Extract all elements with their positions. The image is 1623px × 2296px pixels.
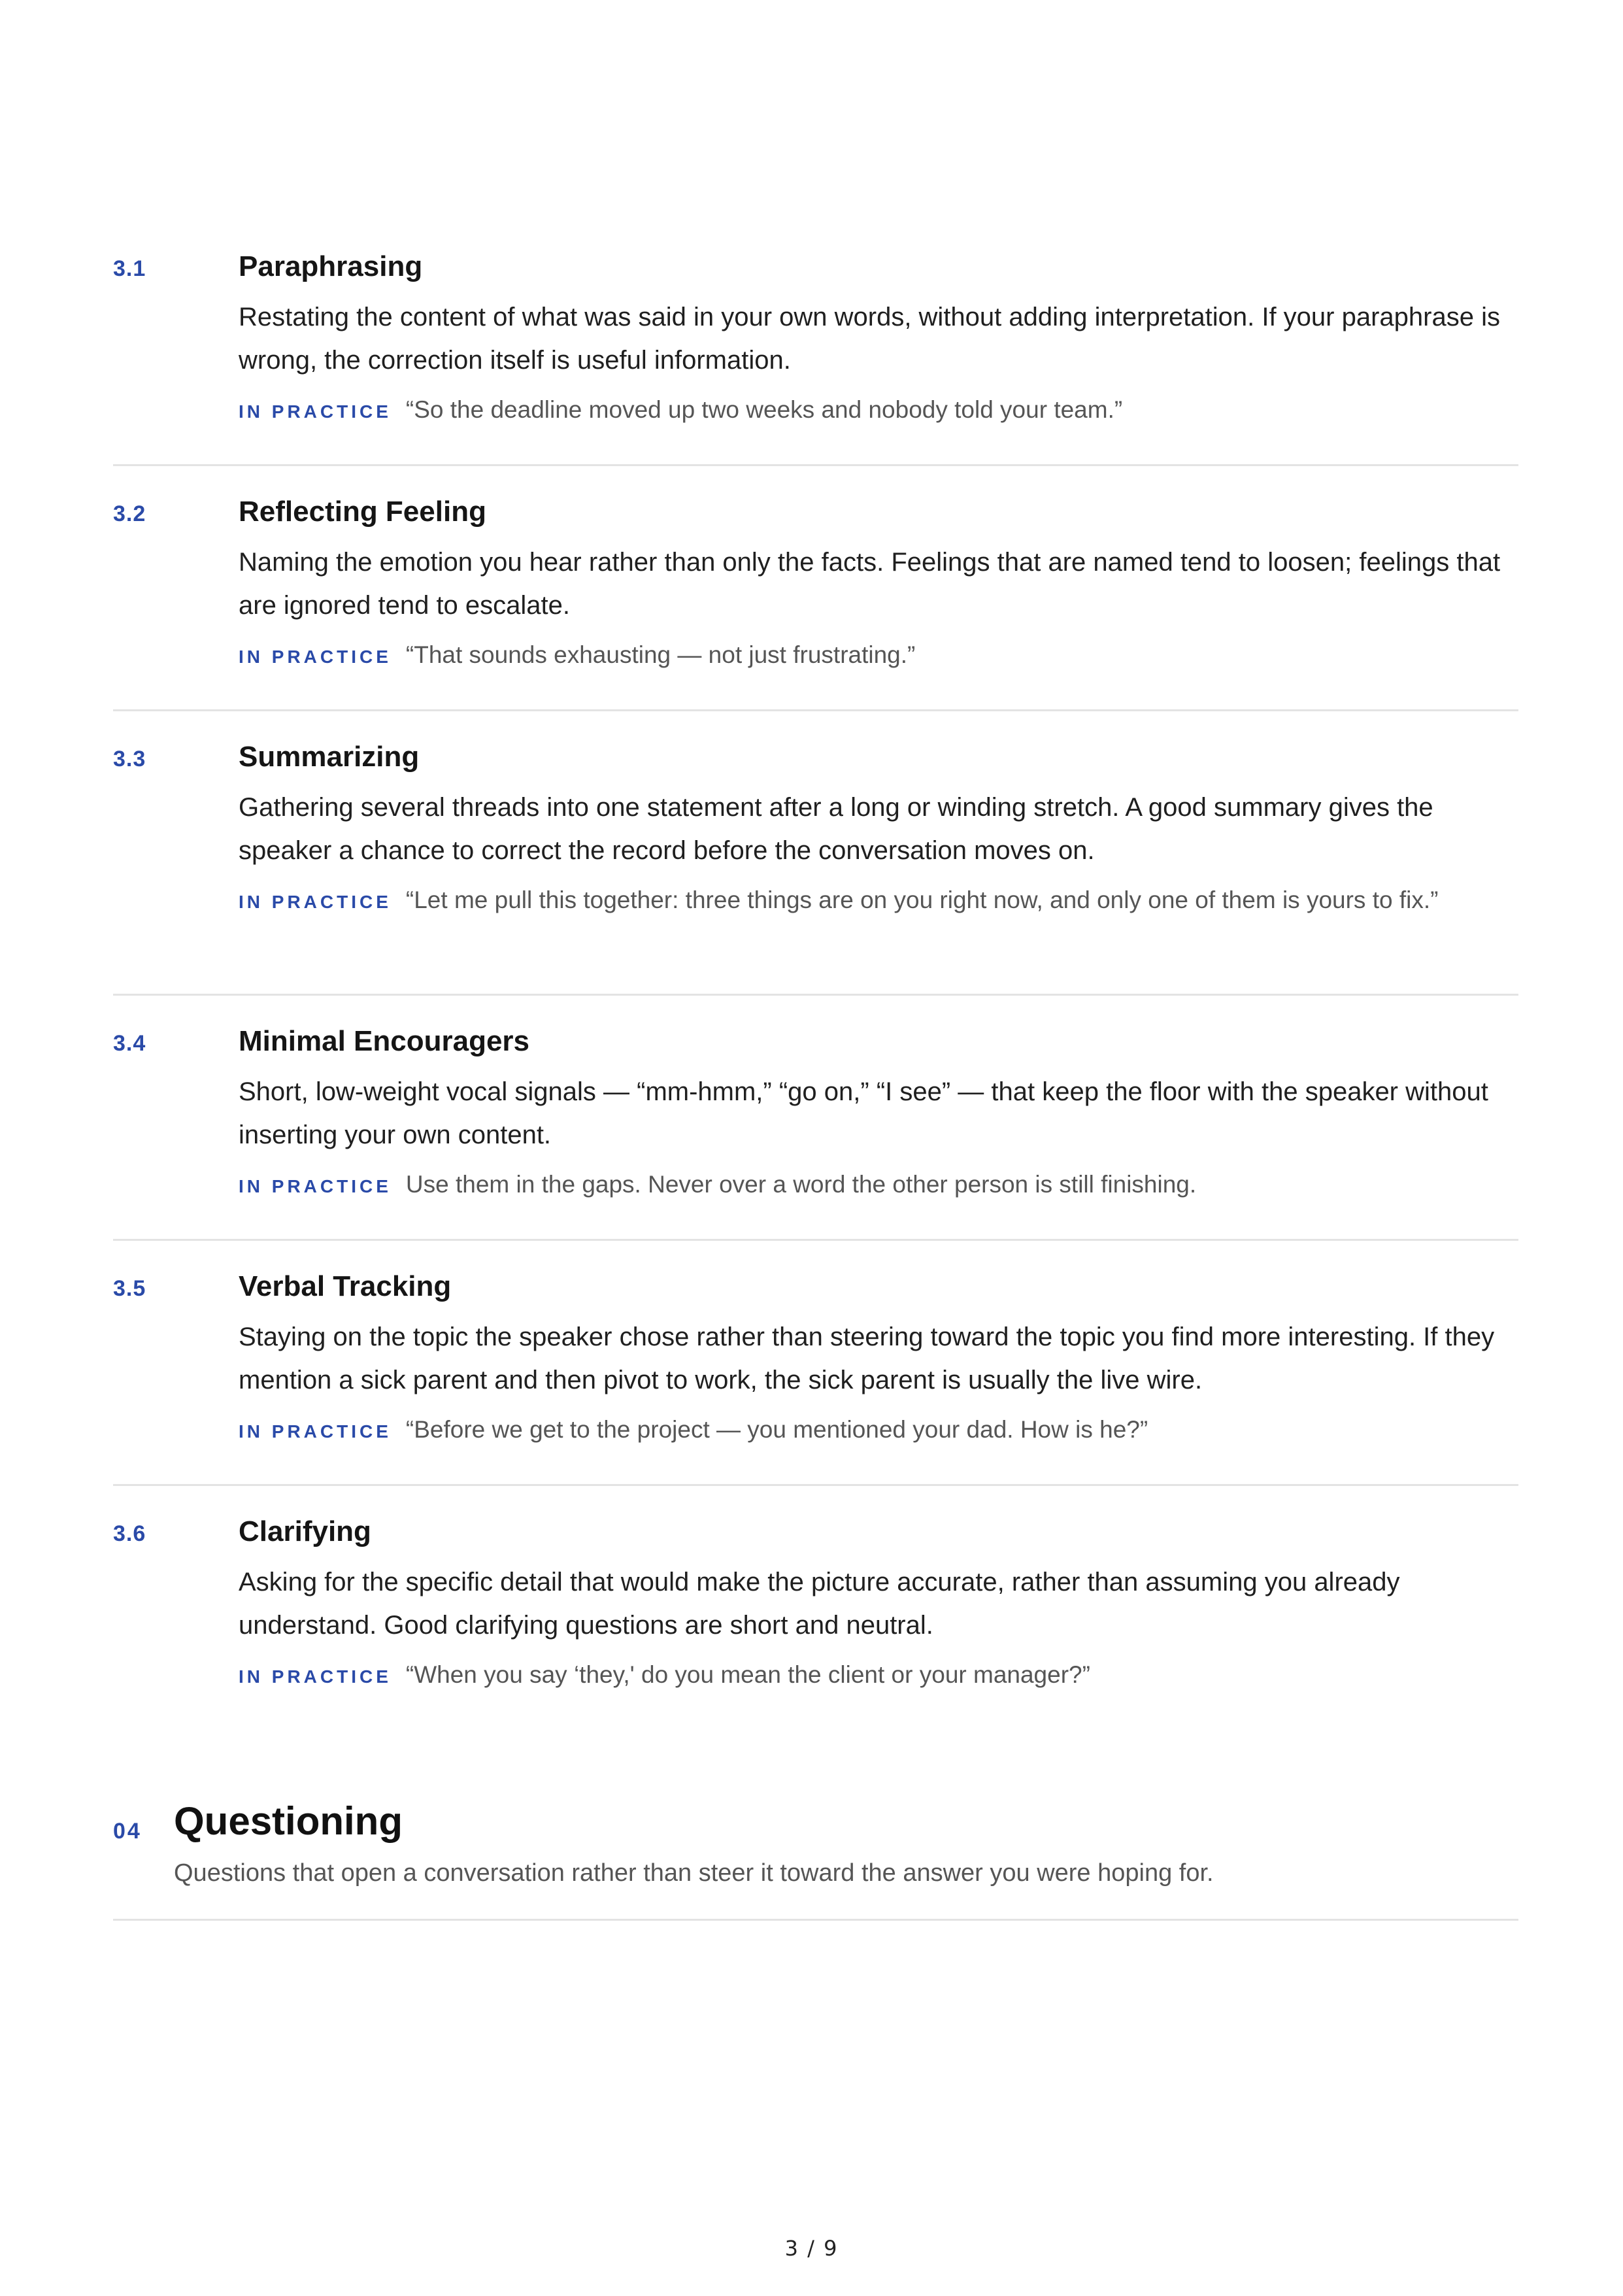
practice-label: IN PRACTICE bbox=[239, 647, 392, 667]
subsection-title: Clarifying bbox=[239, 1515, 371, 1547]
practice-text: “Before we get to the project — you mentioned your dad. How is he?” bbox=[405, 1416, 1148, 1443]
subsection-list bbox=[113, 248, 1518, 1702]
practice-label: IN PRACTICE bbox=[239, 892, 392, 912]
section-number: 04 bbox=[113, 1819, 142, 1844]
subsection-number: 3.3 bbox=[113, 747, 146, 771]
subsection-3-5 bbox=[113, 1241, 1518, 1486]
practice-example bbox=[239, 1411, 1518, 1451]
subsection-description: Gathering several threads into one statement after a long or winding stretch. A good summary gives the speaker a chance to correct the record before the conversation moves on. bbox=[239, 793, 1433, 865]
subsection-3-3 bbox=[113, 711, 1518, 996]
practice-example bbox=[239, 1166, 1518, 1206]
subsection-description: Asking for the specific detail that would make the picture accurate, rather than assuming you already understand. Good clarifying questions are short and neutral. bbox=[239, 1568, 1400, 1640]
section-title: Questioning bbox=[174, 1799, 403, 1843]
subsection-number: 3.6 bbox=[113, 1521, 146, 1546]
subsection-number: 3.1 bbox=[113, 256, 146, 281]
subsection-number: 3.2 bbox=[113, 501, 146, 526]
practice-text: “That sounds exhausting — not just frustrating.” bbox=[405, 641, 916, 668]
practice-text: Use them in the gaps. Never over a word the other person is still finishing. bbox=[405, 1171, 1197, 1198]
subsection-title: Reflecting Feeling bbox=[239, 496, 486, 528]
practice-example bbox=[239, 1656, 1518, 1696]
subsection-number: 3.4 bbox=[113, 1031, 146, 1056]
practice-label: IN PRACTICE bbox=[239, 1421, 392, 1442]
practice-label: IN PRACTICE bbox=[239, 401, 392, 422]
practice-label: IN PRACTICE bbox=[239, 1176, 392, 1196]
subsection-title: Paraphrasing bbox=[239, 250, 423, 282]
subsection-3-4 bbox=[113, 996, 1518, 1241]
practice-label: IN PRACTICE bbox=[239, 1666, 392, 1687]
subsection-3-1 bbox=[113, 248, 1518, 466]
section-header-questioning bbox=[113, 1791, 1518, 1921]
subsection-title: Summarizing bbox=[239, 741, 420, 773]
practice-text: “So the deadline moved up two weeks and nobody told your team.” bbox=[405, 396, 1123, 423]
subsection-number: 3.5 bbox=[113, 1276, 146, 1301]
practice-example bbox=[239, 881, 1518, 921]
practice-example bbox=[239, 391, 1518, 431]
page-number: 3 / 9 bbox=[784, 2236, 839, 2261]
practice-text: “Let me pull this together: three things are on you right now, and only one of them is yours to fix.” bbox=[405, 886, 1439, 913]
subsection-description: Short, low-weight vocal signals — “mm-hmm,” “go on,” “I see” — that keep the floor with the speaker without inserting your own content. bbox=[239, 1077, 1488, 1149]
section-description: Questions that open a conversation rather than steer it toward the answer you were hoping for. bbox=[174, 1859, 1214, 1887]
subsection-description: Staying on the topic the speaker chose rather than steering toward the topic you find more interesting. If they mention a sick parent and then pivot to work, the sick parent is usually the live wire. bbox=[239, 1323, 1495, 1394]
subsection-3-6 bbox=[113, 1486, 1518, 1702]
subsection-description: Naming the emotion you hear rather than only the facts. Feelings that are named tend to loosen; feelings that are ignored tend to escalate. bbox=[239, 548, 1501, 620]
practice-text: “When you say ‘they,' do you mean the client or your manager?” bbox=[405, 1661, 1090, 1688]
subsection-description: Restating the content of what was said in your own words, without adding interpretation. If your paraphrase is wrong, the correction itself is useful information. bbox=[239, 303, 1500, 375]
subsection-title: Verbal Tracking bbox=[239, 1270, 452, 1302]
subsection-title: Minimal Encouragers bbox=[239, 1025, 530, 1057]
subsection-3-2 bbox=[113, 466, 1518, 711]
practice-example bbox=[239, 636, 1518, 676]
